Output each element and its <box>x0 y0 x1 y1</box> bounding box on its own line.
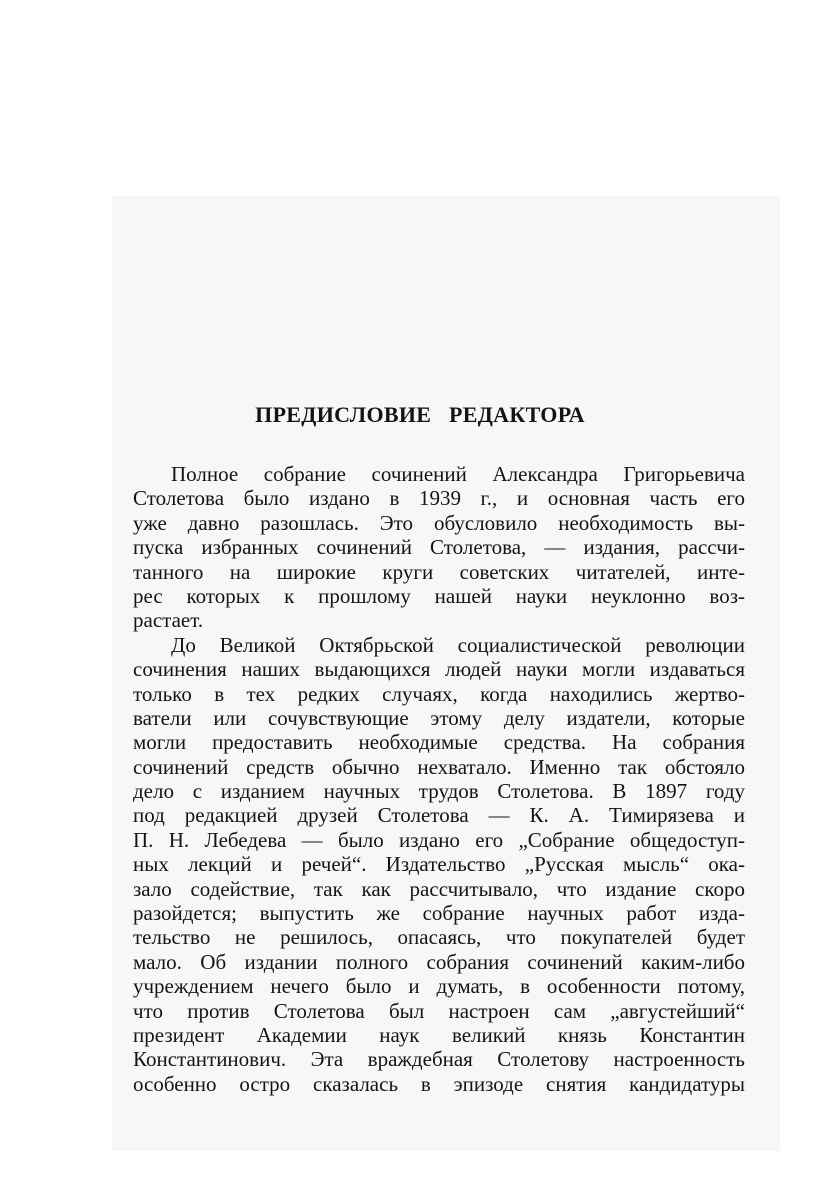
text-line: танного на широкие круги советских читателей, инте- <box>133 559 745 584</box>
text-line: учреждением нечего было и думать, в особенности потому, <box>133 974 745 999</box>
text-line: зало содействие, так как рассчитывало, что издание скоро <box>133 876 745 901</box>
text-line: П. Н. Лебедева — было издано его „Собрание общедоступ- <box>133 827 745 852</box>
text-line: ватели или сочувствующие этому делу издатели, которые <box>133 705 745 730</box>
text-line: пуска избранных сочинений Столетова, — издания, рассчи- <box>133 535 745 560</box>
text-line: президент Академии наук великий князь Константин <box>133 1022 745 1047</box>
text-line: уже давно разошлась. Это обусловило необходимость вы- <box>133 510 745 535</box>
text-line: дело с изданием научных трудов Столетова. В 1897 году <box>133 779 745 804</box>
text-line: тельство не решилось, опасаясь, что покупателей будет <box>133 925 745 950</box>
text-line: мало. Об издании полного собрания сочинений каким-либо <box>133 949 745 974</box>
text-line: ных лекций и речей“. Издательство „Русская мысль“ ока- <box>133 852 745 877</box>
text-line: До Великой Октябрьской социалистической революции <box>171 632 745 657</box>
text-line: под редакцией друзей Столетова — К. А. Тимирязева и <box>133 803 745 828</box>
text-line: могли предоставить необходимые средства. На собрания <box>133 730 745 755</box>
text-line: что против Столетова был настроен сам „августейший“ <box>133 998 745 1023</box>
body-text <box>133 462 745 1096</box>
page-title: ПРЕДИСЛОВИЕ РЕДАКТОРА <box>255 402 585 427</box>
text-line: рес которых к прошлому нашей науки неуклонно воз- <box>133 583 745 608</box>
text-line: Столетова было издано в 1939 г., и основная часть его <box>133 486 745 511</box>
text-line: сочинений средств обычно нехватало. Именно так обстояло <box>133 754 745 779</box>
text-line: Полное собрание сочинений Александра Григорьевича <box>171 462 745 486</box>
text-line: только в тех редких случаях, когда находились жертво- <box>133 681 745 706</box>
text-line: сочинения наших выдающихся людей науки могли издаваться <box>133 657 745 682</box>
text-line: особенно остро сказалась в эпизоде снятия кандидатуры <box>133 1071 745 1096</box>
text-line: Константинович. Эта враждебная Столетову настроенность <box>133 1047 745 1072</box>
text-line: разойдется; выпустить же собрание научных работ изда- <box>133 901 745 926</box>
text-line: растает. <box>133 608 204 633</box>
